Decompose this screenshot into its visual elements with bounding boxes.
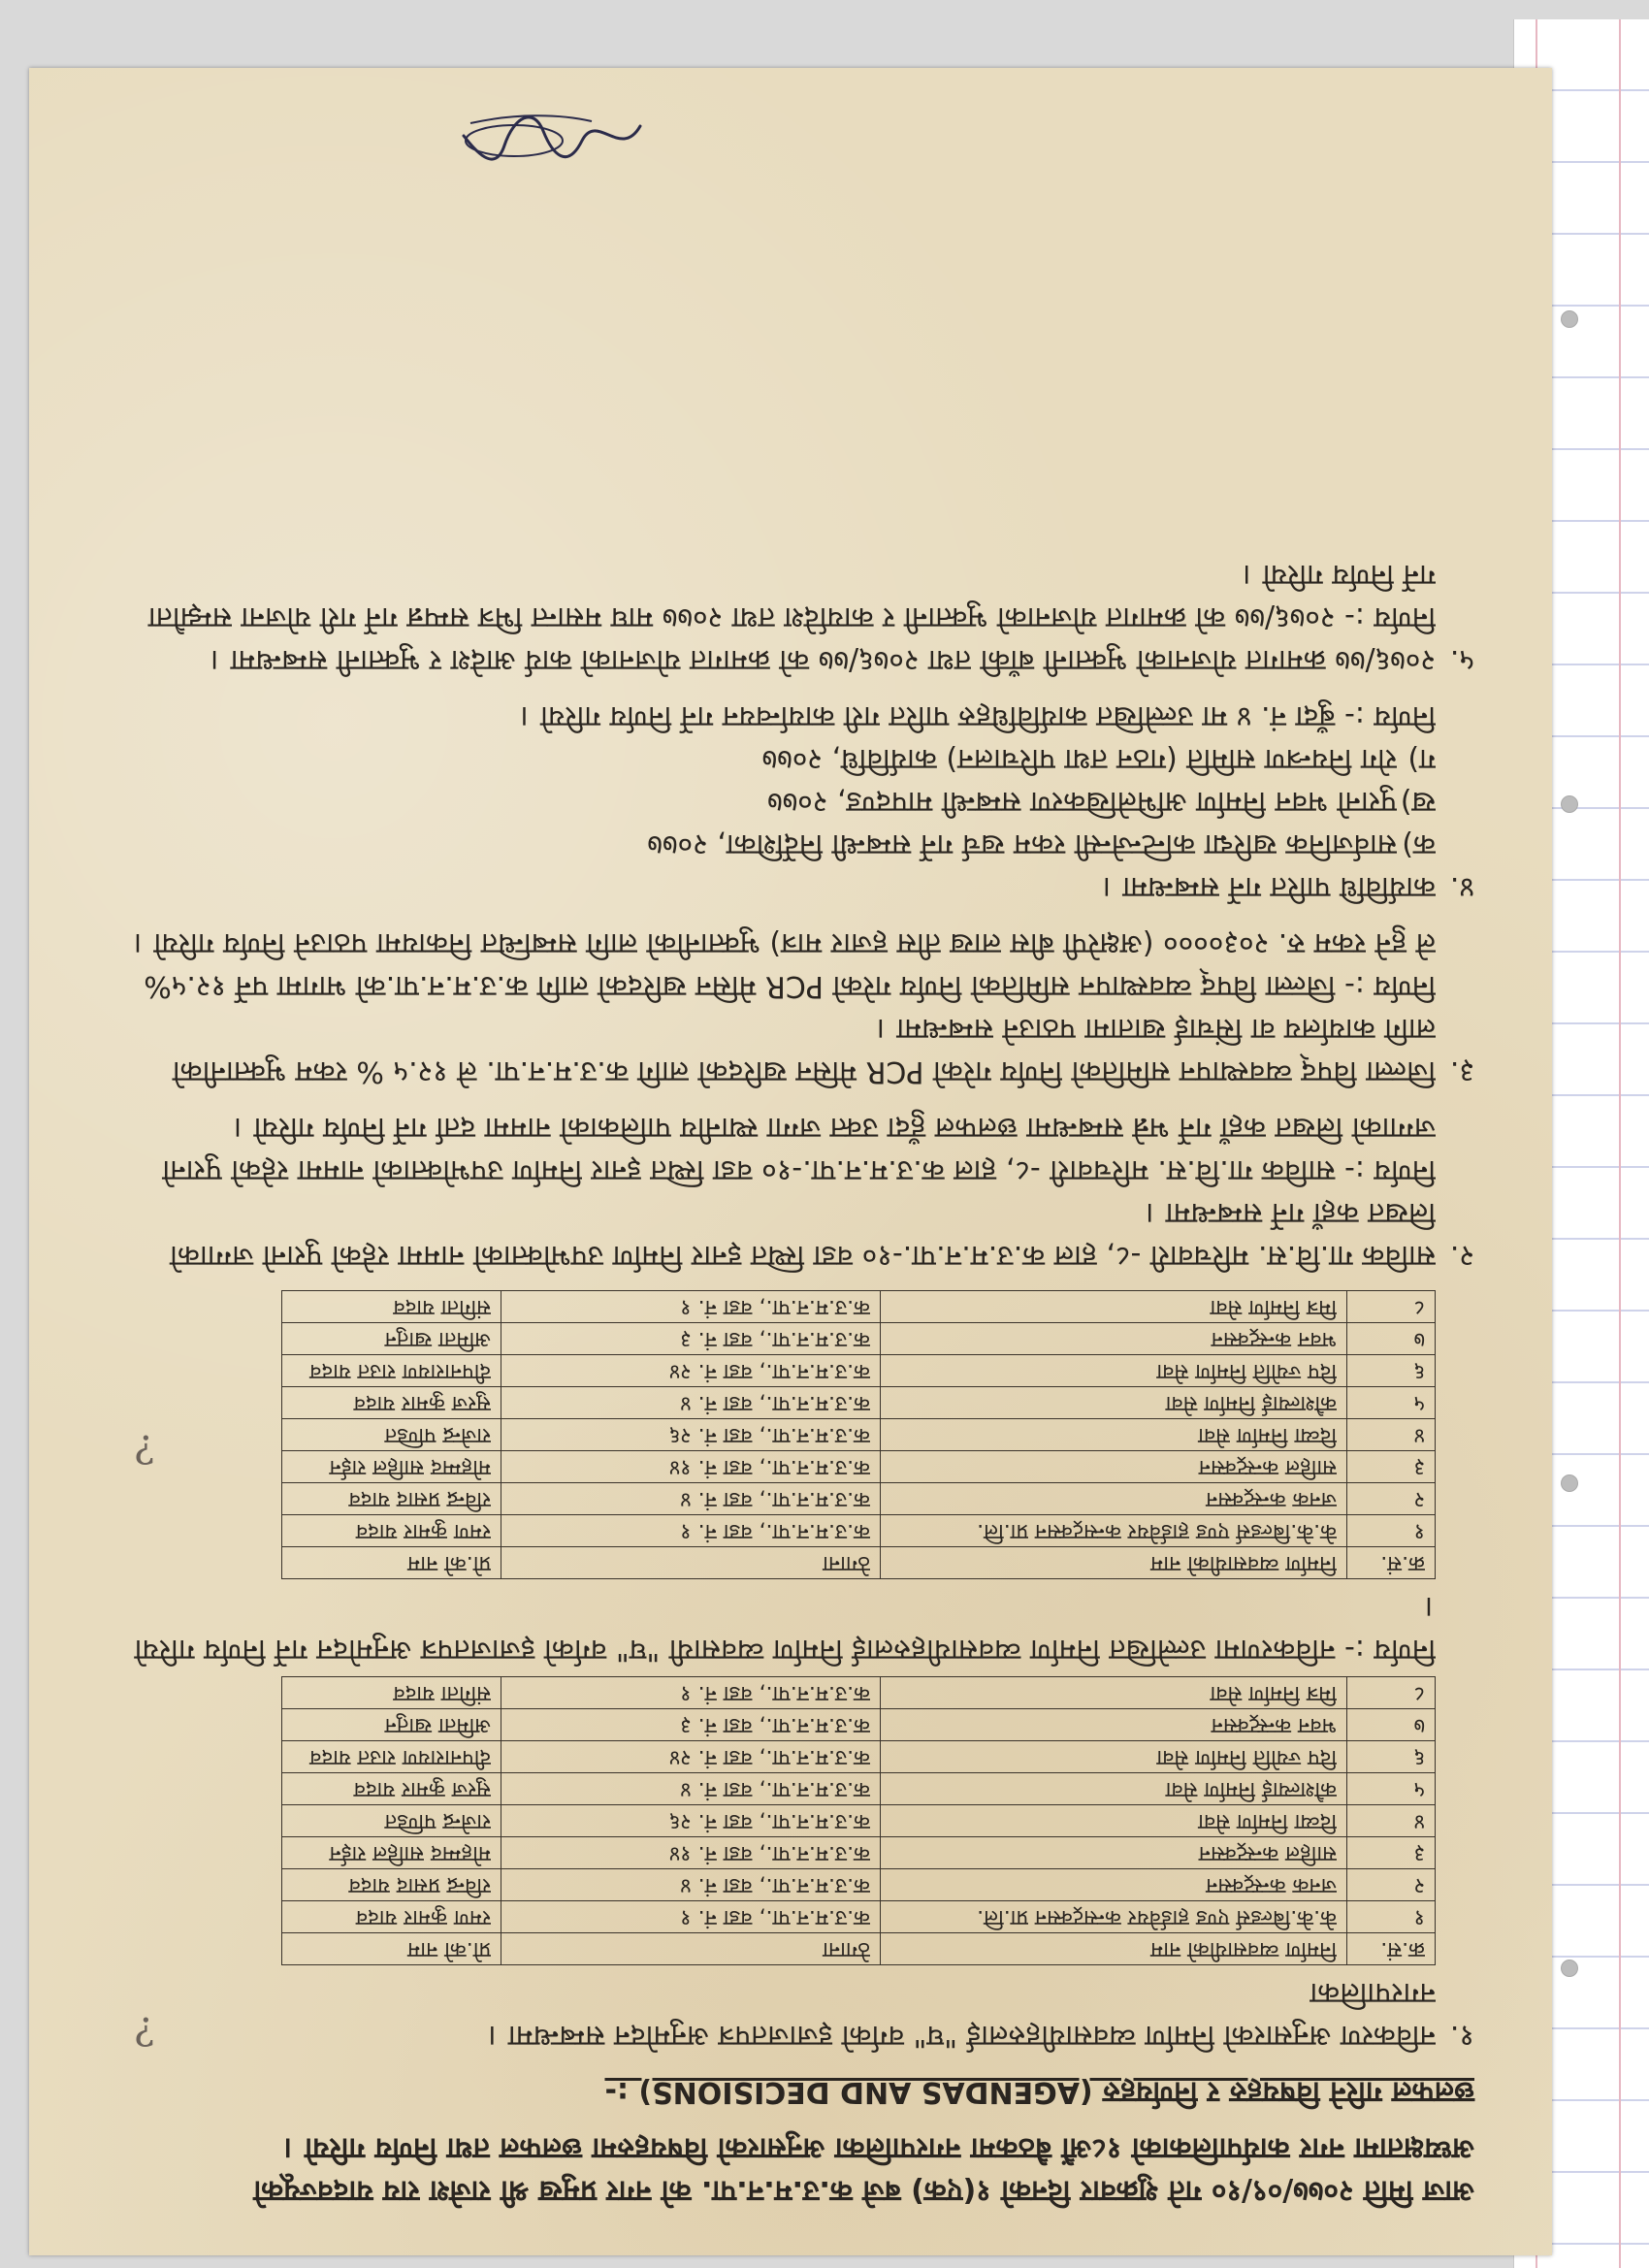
cell: रविन्द्र प्रसाद यादव [282,1483,501,1515]
header-name: निर्माण व्यवसायीको नाम [881,1933,1347,1965]
cell: ७ [1347,1323,1436,1355]
cell: ३ [1347,1451,1436,1483]
cell: दिव्या निर्माण सेवा [881,1419,1347,1451]
sub-item-kha [131,780,1474,823]
cell: संगिता यादव [282,1677,501,1709]
header-proprietor: प्रो.को नाम [282,1547,501,1579]
nagarpalika-label: नगरपालिका [1310,1976,1436,2010]
faint-question-mark-icon: ? [134,1426,155,1471]
cell: कौशल्याई निर्माण सेवा [881,1387,1347,1419]
decision-label: निर्णय :- [1344,1633,1436,1667]
item-number: ३. [1449,1054,1474,1088]
cell: ८ [1347,1291,1436,1323]
header-address: ठेगाना [501,1547,881,1579]
agenda-heading: छलफल गरिने विषयहरु र निर्णयहरु (AGENDAS AND DECISIONS) :- [604,2075,1474,2109]
cell: क.उ.म.न.पा., वडा नं. १४ [501,1837,881,1869]
table-row [282,1515,1436,1547]
cell: दीपनारायण राउत यादव [282,1355,501,1387]
table-row [282,1291,1436,1323]
agenda-text: कार्यविधि पारित गर्ने सम्बन्धमा । [1102,870,1436,904]
faint-question-mark-icon: ? [134,2008,155,2053]
cell: क.उ.म.न.पा., वडा नं. ४ [501,1387,881,1419]
cell: साहिल कन्स्ट्रक्सन [881,1451,1347,1483]
cell: क.उ.म.न.पा., वडा नं. ३ [501,1709,881,1741]
cell: क.उ.म.न.पा., वडा नं. ४ [501,1773,881,1805]
table-row [282,1869,1436,1901]
minutes-sheet-upside-down [29,68,1552,2255]
agenda-text: २०७६/७७ क्रमागत योजनाको भुक्तानी बाँकी तथा २०७६/७७ को क्रमागत योजनाको कार्य आदेश र भुक्तानी सम्बन्धमा । [210,643,1436,677]
table-row [282,1837,1436,1869]
cell: रमण कुमार यादव [282,1901,501,1933]
header-name: निर्माण व्यवसायीको नाम [881,1547,1347,1579]
decision-1 [131,1585,1474,1670]
decision-label: निर्णय :- [1344,699,1436,733]
handwritten-signature [456,102,650,170]
minutes-content [131,553,1474,2212]
meeting-intro: आज मिति २०७७/०९/१० गते शुक्रवार दिनको १(एक) बजे क.उ.म.न.पा. को नगर प्रमुख श्री राजेश राय यादवज्यूको अध्यक्षतामा नगर कार्यपालिकाको १८औं बैठकमा नगरपालिका अनुसारको विषयहरुमा छलफल तथा निर्णय गरियो । [253,2131,1474,2208]
cell: क.उ.म.न.पा., वडा नं. १ [501,1291,881,1323]
cell: ४ [1347,1419,1436,1451]
header-sn: क्र.सं. [1347,1547,1436,1579]
cell: ६ [1347,1355,1436,1387]
table-row [282,1451,1436,1483]
cell: मोहम्मद साहिल राईन [282,1837,501,1869]
cell: क.उ.म.न.पा., वडा नं. १ [501,1677,881,1709]
table-row [282,1323,1436,1355]
cell: राजेन्द्र पण्डित [282,1805,501,1837]
table-row [282,1741,1436,1773]
cell: राजेन्द्र पण्डित [282,1419,501,1451]
table-row [282,1387,1436,1419]
cell: मोहम्मद साहिल राईन [282,1451,501,1483]
table-row [282,1901,1436,1933]
cell: ७ [1347,1709,1436,1741]
cell: क.उ.म.न.पा., वडा नं. ३ [501,1323,881,1355]
cell: जनक कन्स्ट्रक्सन [881,1869,1347,1901]
cell: ३ [1347,1837,1436,1869]
cell: जनक कन्स्ट्रक्सन [881,1483,1347,1515]
cell: मित्र निर्माण सेवा [881,1291,1347,1323]
cell: ६ [1347,1741,1436,1773]
cell: रमण कुमार यादव [282,1515,501,1547]
cell: २ [1347,1869,1436,1901]
cell: १ [1347,1515,1436,1547]
table-header-row [282,1547,1436,1579]
cell: क.उ.म.न.पा., वडा नं. १ [501,1515,881,1547]
agenda-item-4 [131,865,1474,908]
cell: दीपनारायण राउत यादव [282,1741,501,1773]
sub-item-ka [131,823,1474,865]
cell: सुरज कुमार यादव [282,1387,501,1419]
sub-item-text: सार्वजनिक खरिद्मा कन्टिन्जेन्सी रकम खर्च गर्ने सम्बन्धी निर्देशिका, २०७७ [647,827,1397,861]
cell: क.उ.म.न.पा., वडा नं. २६ [501,1419,881,1451]
agenda-item-2 [131,1191,1474,1277]
decision-text: जिल्ला विपद् व्यवस्थापन समितिको निर्णय गरेको PCR मेसिन खरिदको लागि क.उ.म.न.पा.को भागमा पर्ने १२.५% ले हुने रकम रु. २०३०००० (अक्षरेपी बीस लाख तीस हजार मात्र) भुक्तानीको लागि सम्बन्धित निकायमा पठाउने निर्णय गरियो । [133,926,1436,1003]
cell: क.उ.म.न.पा., वडा नं. १ [501,1901,881,1933]
decision-text: २०७६/७७ को क्रमागत योजनाको भुक्तानी र कार्यादेश तथा २०७७ माघ मसान्त भित्र सम्पन्न गर्ने गरी योजना सम्झौता गर्ने निर्णय गरियो । [147,558,1436,634]
agenda-item-1 [131,1971,1474,2057]
decision-text: बुँदा नं. ४ मा उल्लेखित कार्यविधिहरु पारित गरी कार्यान्वयन गर्ने निर्णय गरियो । [520,699,1336,733]
punch-hole [1561,310,1578,328]
header-address: ठेगाना [501,1933,881,1965]
decision-text: नविकरणमा उल्लेखित निर्माण व्यवसायीहरुलाई निर्माण व्यवसायी "घ" वर्गको इजाजतपत्र अनुमोदन गर्ने निर्णय गरियो । [134,1590,1436,1667]
sub-item-mark: ख) [1400,785,1436,819]
cell: क.उ.म.न.पा., वडा नं. १४ [501,1451,881,1483]
table-row [282,1805,1436,1837]
cell: क.उ.म.न.पा., वडा नं. ४ [501,1483,881,1515]
cell: ४ [1347,1805,1436,1837]
cell: दिप ज्योति निर्माण सेवा [881,1741,1347,1773]
table-row [282,1773,1436,1805]
sub-item-ga [131,737,1474,780]
agenda-text: साविक गा.वि.स. मरिचवारी -८, हाल क.उ.म.न.पा.-१० वडा स्थित इनार निर्माण उपभोक्ताको नाममा रहेको पुरानो जग्गाको लिखत कहाँ गर्ने सम्बन्धमा । [170,1196,1436,1273]
sub-item-text: रोग नियन्त्रण समिति (गठन तथा परिचालन) कार्यविधि, २०७७ [761,742,1397,776]
cell: रविन्द्र प्रसाद यादव [282,1869,501,1901]
cell: के.के.बिल्डर्स एण्ड हार्डवेयर कन्सट्रक्सन प्रा.लि. [881,1515,1347,1547]
decision-3 [131,922,1474,1007]
decision-label: निर्णय :- [1344,1153,1436,1187]
table-row [282,1709,1436,1741]
cell: क.उ.म.न.पा., वडा नं. ४ [501,1869,881,1901]
cell: साहिल कन्स्ट्रक्सन [881,1837,1347,1869]
cell: ५ [1347,1773,1436,1805]
decision-label: निर्णय :- [1344,969,1436,1003]
cell: ८ [1347,1677,1436,1709]
item-number: १. [1449,2019,1474,2053]
cell: क.उ.म.न.पा., वडा नं. २६ [501,1805,881,1837]
agenda-item-3 [131,1007,1474,1092]
cell: २ [1347,1483,1436,1515]
agenda-item-5 [131,638,1474,681]
cell: कौशल्याई निर्माण सेवा [881,1773,1347,1805]
table-row [282,1419,1436,1451]
cell: क.उ.म.न.पा., वडा नं. २४ [501,1741,881,1773]
cell: १ [1347,1901,1436,1933]
cell: सुरज कुमार यादव [282,1773,501,1805]
table-row [282,1355,1436,1387]
decision-4 [131,695,1474,737]
decision-5 [131,553,1474,638]
decision-label: निर्णय :- [1344,600,1436,634]
decision-2 [131,1106,1474,1191]
header-proprietor: प्रो.को नाम [282,1933,501,1965]
table-header-row [282,1933,1436,1965]
cell: अमिता खातुन [282,1323,501,1355]
item-number: ५. [1449,643,1474,677]
cell: के.के.बिल्डर्स एण्ड हार्डवेयर कन्सट्रक्सन प्रा.लि. [881,1901,1347,1933]
cell: भवन कन्स्ट्रक्सन [881,1709,1347,1741]
header-sn: क्र.सं. [1347,1933,1436,1965]
minutes-paper [29,68,1552,2255]
contractor-table-repeat [281,1290,1436,1579]
table-row [282,1677,1436,1709]
cell: ५ [1347,1387,1436,1419]
cell: दिप ज्योति निर्माण सेवा [881,1355,1347,1387]
punch-hole [1561,1474,1578,1492]
decision-text: साविक गा.वि.स. मरिचवारी -८, हाल क.उ.म.न.पा.-१० वडा स्थित इनार निर्माण उपभोक्ताको नाममा रहेको पुरानो जग्गाको लिखत कहाँ गर्ने भन्ने सम्बन्धमा छलफल हुँदा उक्त जग्गा स्थानीय पालिकाको नाममा दर्ता गर्ने निर्णय गरियो । [162,1111,1436,1187]
cell: क.उ.म.न.पा., वडा नं. २४ [501,1355,881,1387]
punch-hole [1561,1960,1578,1977]
cell: संगिता यादव [282,1291,501,1323]
cell: अमिता खातुन [282,1709,501,1741]
item-number: ४. [1449,870,1474,904]
item-number: २. [1449,1239,1474,1273]
cell: भवन कन्स्ट्रक्सन [881,1323,1347,1355]
sub-item-mark: ग) [1407,742,1436,776]
sub-item-text: पुरानो भवन निर्माण अभिलेखिकरण सम्बन्धी मापदण्ड, २०७७ [767,785,1397,819]
contractor-table [281,1676,1436,1965]
punch-hole [1561,795,1578,813]
sub-item-mark: क) [1402,827,1436,861]
cell: मित्र निर्माण सेवा [881,1677,1347,1709]
cell: दिव्या निर्माण सेवा [881,1805,1347,1837]
table-row [282,1483,1436,1515]
agenda-text: जिल्ला विपद् व्यवस्थापन समितिको निर्णय गरेको PCR मेसिन खरिदको लागि क.उ.म.न.पा. ले १२.५ % रकम भुक्तानीको लागि कार्यालय वा सिंचाई खातामा पठाउने सम्बन्धमा । [172,1012,1436,1088]
agenda-text: नविकरण अनुसारको निर्माण व्यवसायीहरुलाई "घ" वर्गको इजाजतपत्र अनुमोदन सम्बन्धमा । [487,2019,1436,2053]
